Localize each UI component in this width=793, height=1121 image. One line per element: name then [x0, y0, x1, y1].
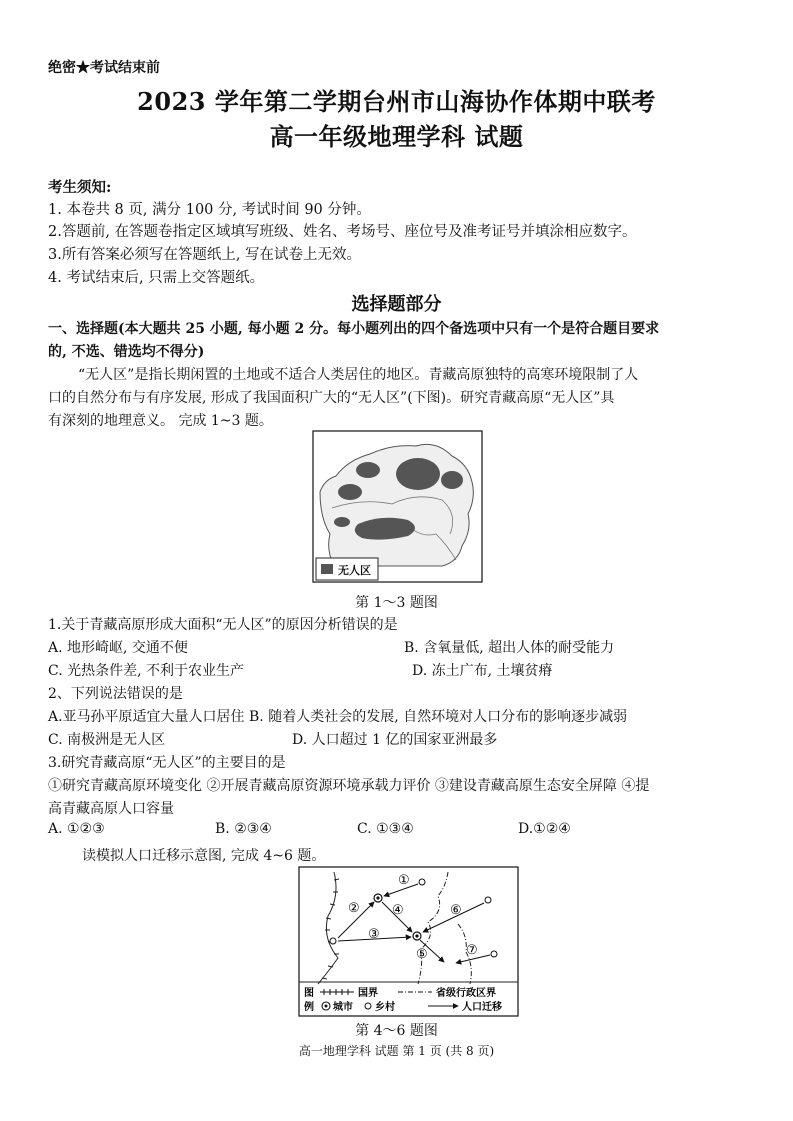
notice-item-3: 3.所有答案必须写在答题纸上, 写在试卷上无效。 [48, 247, 362, 263]
no-man-zone-2 [441, 471, 463, 489]
section-title: 选择题部分 [351, 294, 442, 315]
q1-option-c: C. 光热条件差, 不利于农业生产 [48, 663, 245, 679]
q2-stem: 2、下列说法错误的是 [48, 686, 183, 702]
q1-option-d: D. 冻土广布, 土壤贫瘠 [412, 663, 553, 679]
legend-province-label: 省级行政区界 [436, 988, 496, 999]
passage2-text: 读模拟人口迁移示意图, 完成 4~6 题。 [82, 848, 326, 864]
legend-city-symbol [322, 1002, 330, 1010]
label-2: ② [348, 901, 360, 916]
passage1-line3: 有深刻的地理意义。 完成 1~3 题。 [48, 413, 273, 429]
label-3: ③ [368, 927, 380, 942]
secret-mark: 绝密★考试结束前 [48, 60, 160, 76]
exam-title: 2023 学年第二学期台州市山海协作体期中联考 [137, 87, 656, 116]
passage1-line2: 口的自然分布与有序发展, 形成了我国面积广大的“无人区”(下图)。研究青藏高原“无人区”具 [48, 390, 615, 406]
notice-heading: 考生须知: [48, 179, 112, 196]
q1-option-b: B. 含氧量低, 超出人体的耐受能力 [404, 640, 615, 656]
village-marker-1 [419, 879, 425, 885]
q3-option-a: A. ①②③ [48, 821, 105, 837]
legend-migration-label: 人口迁移 [462, 1002, 502, 1013]
page-footer: 高一地理学科 试题 第 1 页 (共 8 页) [298, 1044, 495, 1058]
legend-title-2: 例 [304, 1002, 314, 1013]
notice-item-4: 4. 考试结束后, 只需上交答题纸。 [48, 270, 265, 286]
q3-items-line2: 高青藏高原人口容量 [48, 801, 174, 817]
notice-item-2: 2.答题前, 在答题卷指定区域填写班级、姓名、考场号、座位号及准考证号并填涂相应数字。 [48, 224, 637, 240]
label-5: ⑤ [416, 947, 428, 962]
figure2-diagram [298, 866, 520, 1018]
label-4: ④ [392, 903, 404, 918]
legend-border-label: 国界 [358, 988, 378, 999]
q2-option-d: D. 人口超过 1 亿的国家亚洲最多 [292, 732, 498, 748]
q3-option-d: D.①②④ [518, 821, 571, 837]
no-man-zone-4 [338, 484, 362, 500]
passage1-line1: “无人区”是指长期闲置的土地或不适合人类居住的地区。青藏高原独特的高寒环境限制了人 [78, 367, 639, 383]
section-instruction-line1: 一、选择题(本大题共 25 小题, 每小题 2 分。每小题列出的四个备选项中只有一个是符合题目要求 [48, 321, 660, 337]
no-man-zone-6 [334, 517, 350, 527]
q3-option-c: C. ①③④ [357, 821, 414, 837]
q2-option-ab: A.亚马孙平原适宜大量人口居住 B. 随着人类社会的发展, 自然环境对人口分布的影响逐步减弱 [48, 709, 628, 725]
section-instruction-line2: 的, 不选、错选均不得分) [48, 344, 205, 360]
q2-option-c: C. 南极洲是无人区 [48, 732, 166, 748]
no-man-zone-1 [396, 458, 440, 490]
village-marker-3 [485, 897, 491, 903]
city-marker-1 [374, 894, 382, 902]
label-7: ⑦ [466, 943, 478, 958]
legend-title-1: 图 [304, 988, 314, 999]
village-marker-4 [491, 951, 497, 957]
figure1-caption: 第 1～3 题图 [355, 595, 438, 611]
legend-village-label: 乡村 [375, 1002, 395, 1013]
legend-city-label: 城市 [333, 1002, 353, 1013]
legend-village-symbol [365, 1003, 371, 1009]
figure2-caption: 第 4～6 题图 [355, 1023, 438, 1039]
q1-option-a: A. 地形崎岖, 交通不便 [48, 640, 188, 656]
legend-swatch [321, 564, 333, 574]
q3-stem: 3.研究青藏高原“无人区”的主要目的是 [48, 755, 286, 771]
label-1: ① [398, 873, 410, 888]
q3-option-b: B. ②③④ [215, 821, 272, 837]
village-marker-2 [330, 938, 336, 944]
legend-label: 无人区 [338, 564, 371, 577]
q1-stem: 1.关于青藏高原形成大面积“无人区”的原因分析错误的是 [48, 617, 398, 633]
label-6: ⑥ [450, 903, 462, 918]
no-man-zone-3 [356, 462, 380, 478]
q3-items-line1: ①研究青藏高原环境变化 ②开展青藏高原资源环境承载力评价 ③建设青藏高原生态安全屏障 ④提 [48, 778, 650, 794]
notice-item-1: 1. 本卷共 8 页, 满分 100 分, 考试时间 90 分钟。 [48, 202, 371, 218]
city-marker-2 [413, 932, 421, 940]
figure1-map [312, 430, 484, 584]
exam-subtitle: 高一年级地理学科 试题 [269, 122, 524, 151]
